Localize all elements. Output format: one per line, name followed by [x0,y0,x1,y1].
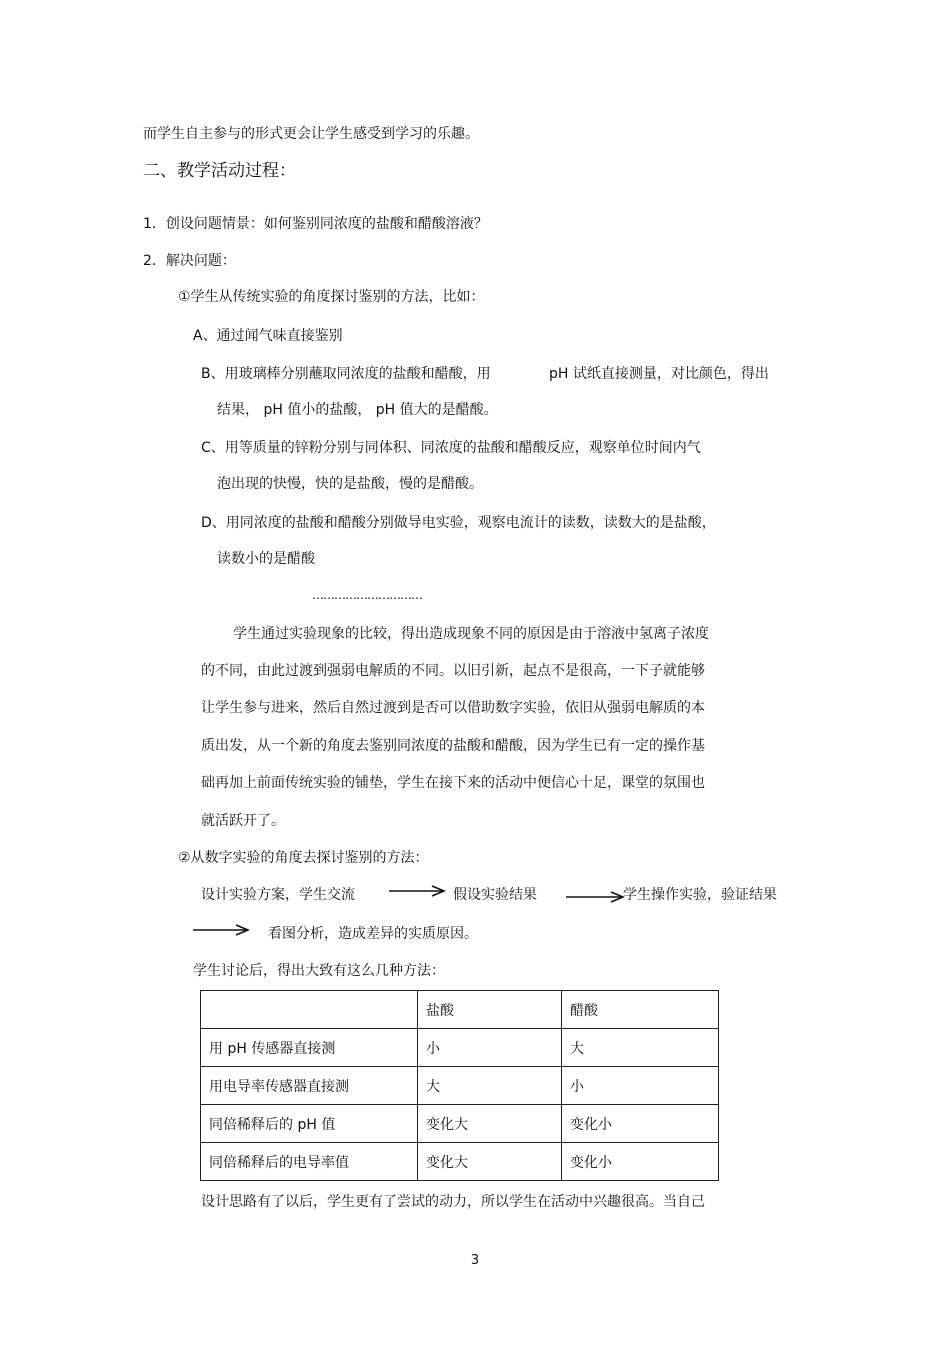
section-heading: 二、教学活动过程： [143,161,296,181]
table-cell: 大 [562,1029,719,1067]
table-row [201,1105,719,1143]
paragraph-line: 就活跃开了。 [201,813,285,829]
method-d-line-2: 读数小的是醋酸 [217,551,315,567]
arrow-right-icon [388,884,446,898]
paragraph-line: 学生通过实验现象的比较，得出造成现象不同的原因是由于溶液中氢离子浓度 [233,626,709,642]
table-row [201,1143,719,1181]
arrow-right-icon [565,890,625,904]
flow-step-1: 设计实验方案，学生交流 [201,887,355,903]
method-a: A、通过闻气味直接鉴别 [193,328,343,344]
table-row [201,1067,719,1105]
table-cell: 同倍稀释后的 pH 值 [201,1105,418,1143]
table-cell: 大 [418,1067,562,1105]
method-b-line-1a: B、用玻璃棒分别蘸取同浓度的盐酸和醋酸，用 [201,366,491,382]
intro-line: 而学生自主参与的形式更会让学生感受到学习的乐趣。 [143,126,479,142]
table-cell: 用电导率传感器直接测 [201,1067,418,1105]
paragraph-line: 础再加上前面传统实验的铺垫，学生在接下来的活动中便信心十足，课堂的氛围也 [201,775,705,791]
method-b-line-2: 结果， pH 值小的盐酸， pH 值大的是醋酸。 [217,402,498,418]
table-cell: 小 [418,1029,562,1067]
flow-step-3: 学生操作实验，验证结果 [623,887,777,903]
table-cell: 变化大 [418,1105,562,1143]
page-number: 3 [470,1253,480,1268]
ellipsis: ………………………… [312,588,422,602]
method-d-line-1: D、用同浓度的盐酸和醋酸分别做导电实验，观察电流计的读数，读数大的是盐酸， [201,515,716,531]
method-2-title: ②从数字实验的角度去探讨鉴别的方法： [178,850,429,866]
step-1: 1．创设问题情景：如何鉴别同浓度的盐酸和醋酸溶液？ [143,216,488,232]
table-cell: 用 pH 传感器直接测 [201,1029,418,1067]
table-cell: 小 [562,1067,719,1105]
table-cell: 变化小 [562,1105,719,1143]
method-c-line-2: 泡出现的快慢，快的是盐酸，慢的是醋酸。 [217,476,483,492]
method-1-title: ①学生从传统实验的角度探讨鉴别的方法，比如： [178,289,485,305]
paragraph-line: 让学生参与进来，然后自然过渡到是否可以借助数字实验，依旧从强弱电解质的本 [201,700,705,716]
method-c-line-1: C、用等质量的锌粉分别与同体积、同浓度的盐酸和醋酸反应，观察单位时间内气 [201,440,701,456]
paragraph-line: 的不同，由此过渡到强弱电解质的不同。以旧引新，起点不是很高，一下子就能够 [201,663,705,679]
arrow-right-icon [192,923,250,937]
table-header-cell: 盐酸 [418,991,562,1029]
table-intro: 学生讨论后，得出大致有这么几种方法： [193,963,445,979]
table-header-cell [201,991,418,1029]
method-b-line-1b: pH 试纸直接测量，对比颜色，得出 [549,366,769,382]
flow-step-2: 假设实验结果 [453,887,537,903]
closing-line: 设计思路有了以后，学生更有了尝试的动力，所以学生在活动中兴趣很高。当自己 [201,1194,705,1210]
table-cell: 变化大 [418,1143,562,1181]
table-row [201,1029,719,1067]
table-cell: 同倍稀释后的电导率值 [201,1143,418,1181]
flow-step-4: 看图分析，造成差异的实质原因。 [268,926,478,942]
table-cell: 变化小 [562,1143,719,1181]
step-2: 2．解决问题： [143,253,236,269]
table-header-cell: 醋酸 [562,991,719,1029]
table-header-row [201,991,719,1029]
paragraph-line: 质出发，从一个新的角度去鉴别同浓度的盐酸和醋酸，因为学生已有一定的操作基 [201,738,705,754]
comparison-table [200,990,719,1181]
